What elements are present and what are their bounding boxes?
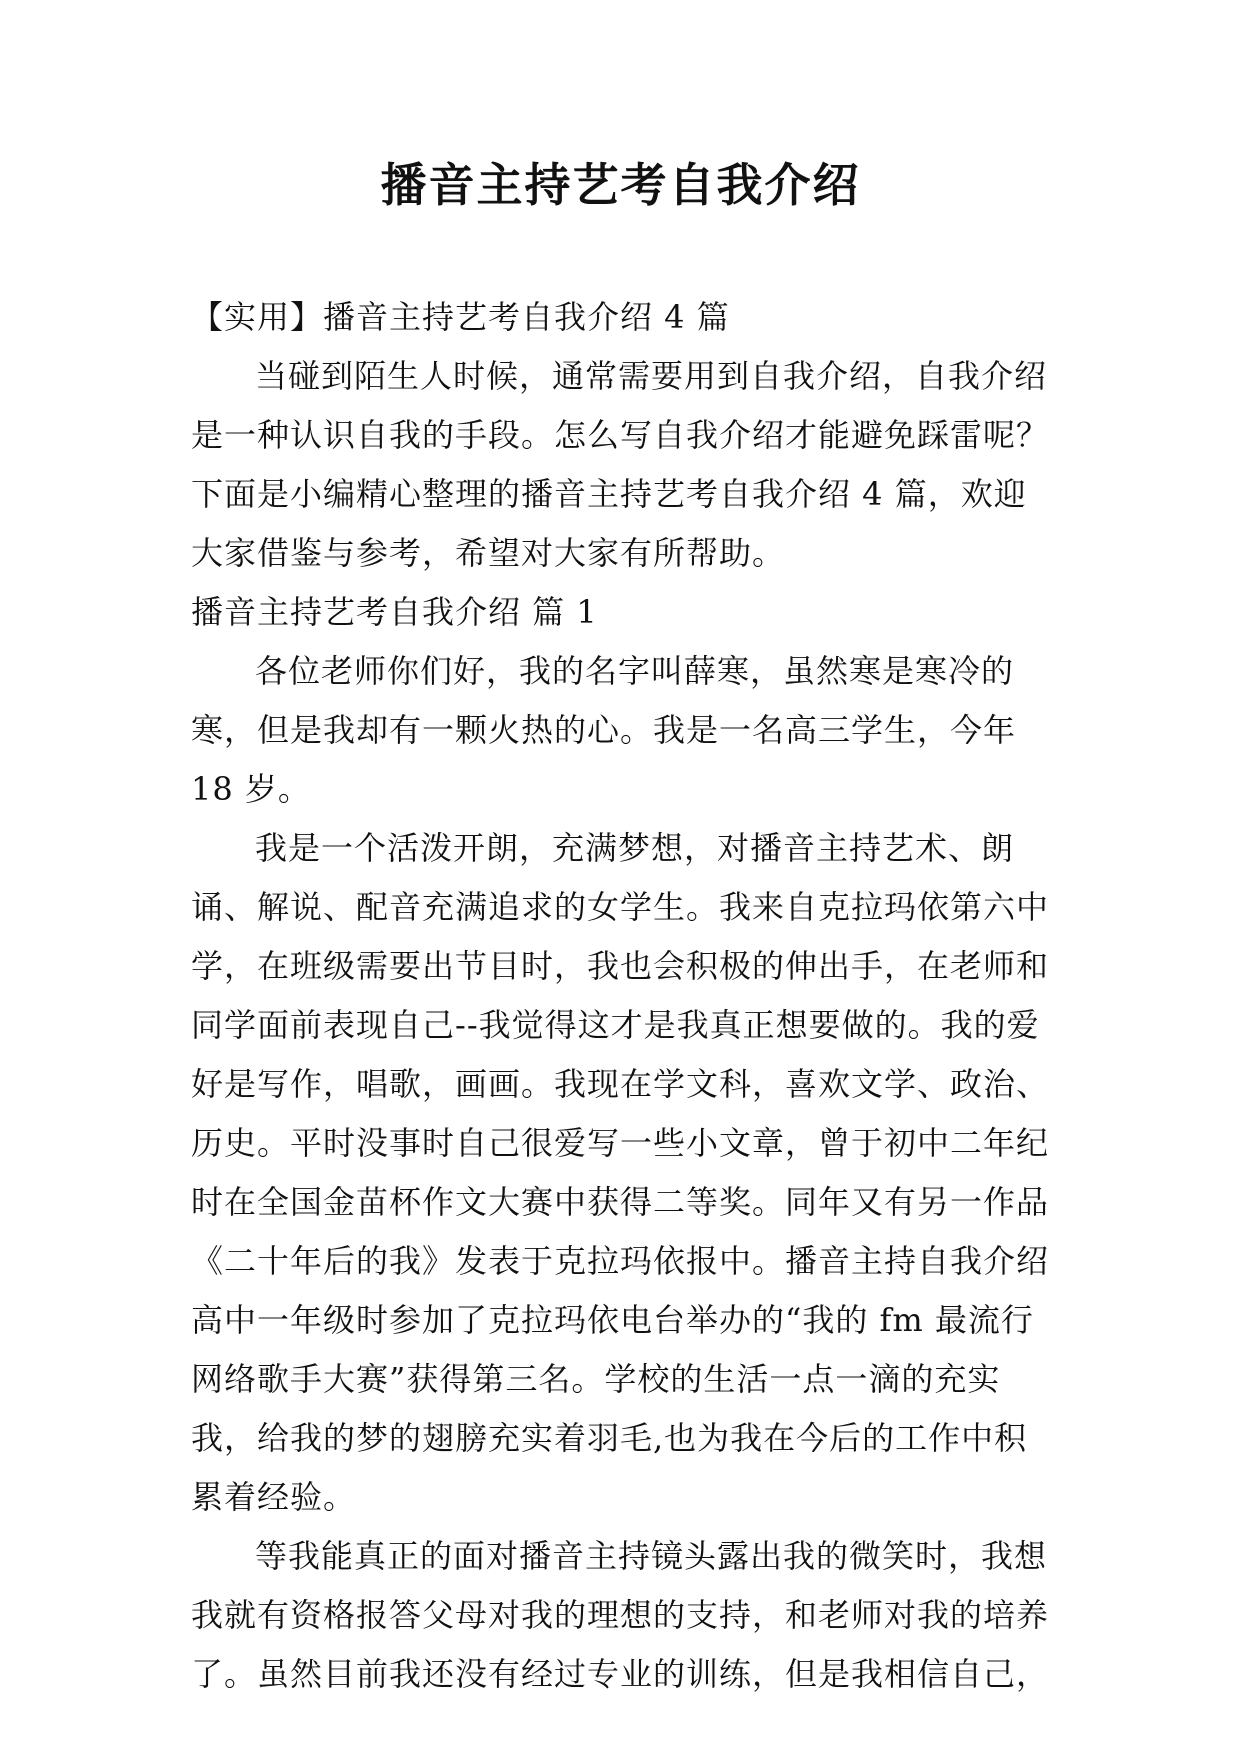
- document-subtitle: 【实用】播音主持艺考自我介绍 4 篇: [191, 298, 730, 336]
- section1-paragraph-2: 我是一个活泼开朗，充满梦想，对播音主持艺术、朗诵、解说、配音充满追求的女学生。我来自克拉玛依第六中学，在班级需要出节目时，我也会积极的伸出手，在老师和同学面前表现自己--我觉得这才是我真正想要做的。我的爱好是写作，唱歌，画画。我现在学文科，喜欢文学、政治、历史。平时没事时自己很爱写一些小文章，曾于初中二年纪时在全国金苗杯作文大赛中获得二等奖。同年又有另一作品《二十年后的我》发表于克拉玛依报中。播音主持自我介绍高中一年级时参加了克拉玛依电台举办的“我的 fm 最流行网络歌手大赛”获得第三名。学校的生活一点一滴的充实我，给我的梦的翅膀充实着羽毛,也为我在今后的工作中积累着经验。: [191, 829, 1050, 1516]
- section1-paragraph-1: 各位老师你们好，我的名字叫薛寒，虽然寒是寒冷的寒，但是我却有一颗火热的心。我是一名高三学生，今年 18 岁。: [191, 652, 1017, 808]
- document-title: 播音主持艺考自我介绍: [380, 158, 861, 212]
- document-body: [191, 288, 1051, 1704]
- intro-paragraph: 当碰到陌生人时候，通常需要用到自我介绍，自我介绍是一种认识自我的手段。怎么写自我介绍才能避免踩雷呢？下面是小编精心整理的播音主持艺考自我介绍 4 篇，欢迎大家借鉴与参考，希望对大家有所帮助。: [191, 357, 1050, 572]
- section-heading-1: 播音主持艺考自我介绍 篇 1: [191, 593, 598, 631]
- section1-paragraph-3: 等我能真正的面对播音主持镜头露出我的微笑时，我想我就有资格报答父母对我的理想的支持，和老师对我的培养了。虽然目前我还没有经过专业的训练，但是我相信自己，: [191, 1537, 1050, 1693]
